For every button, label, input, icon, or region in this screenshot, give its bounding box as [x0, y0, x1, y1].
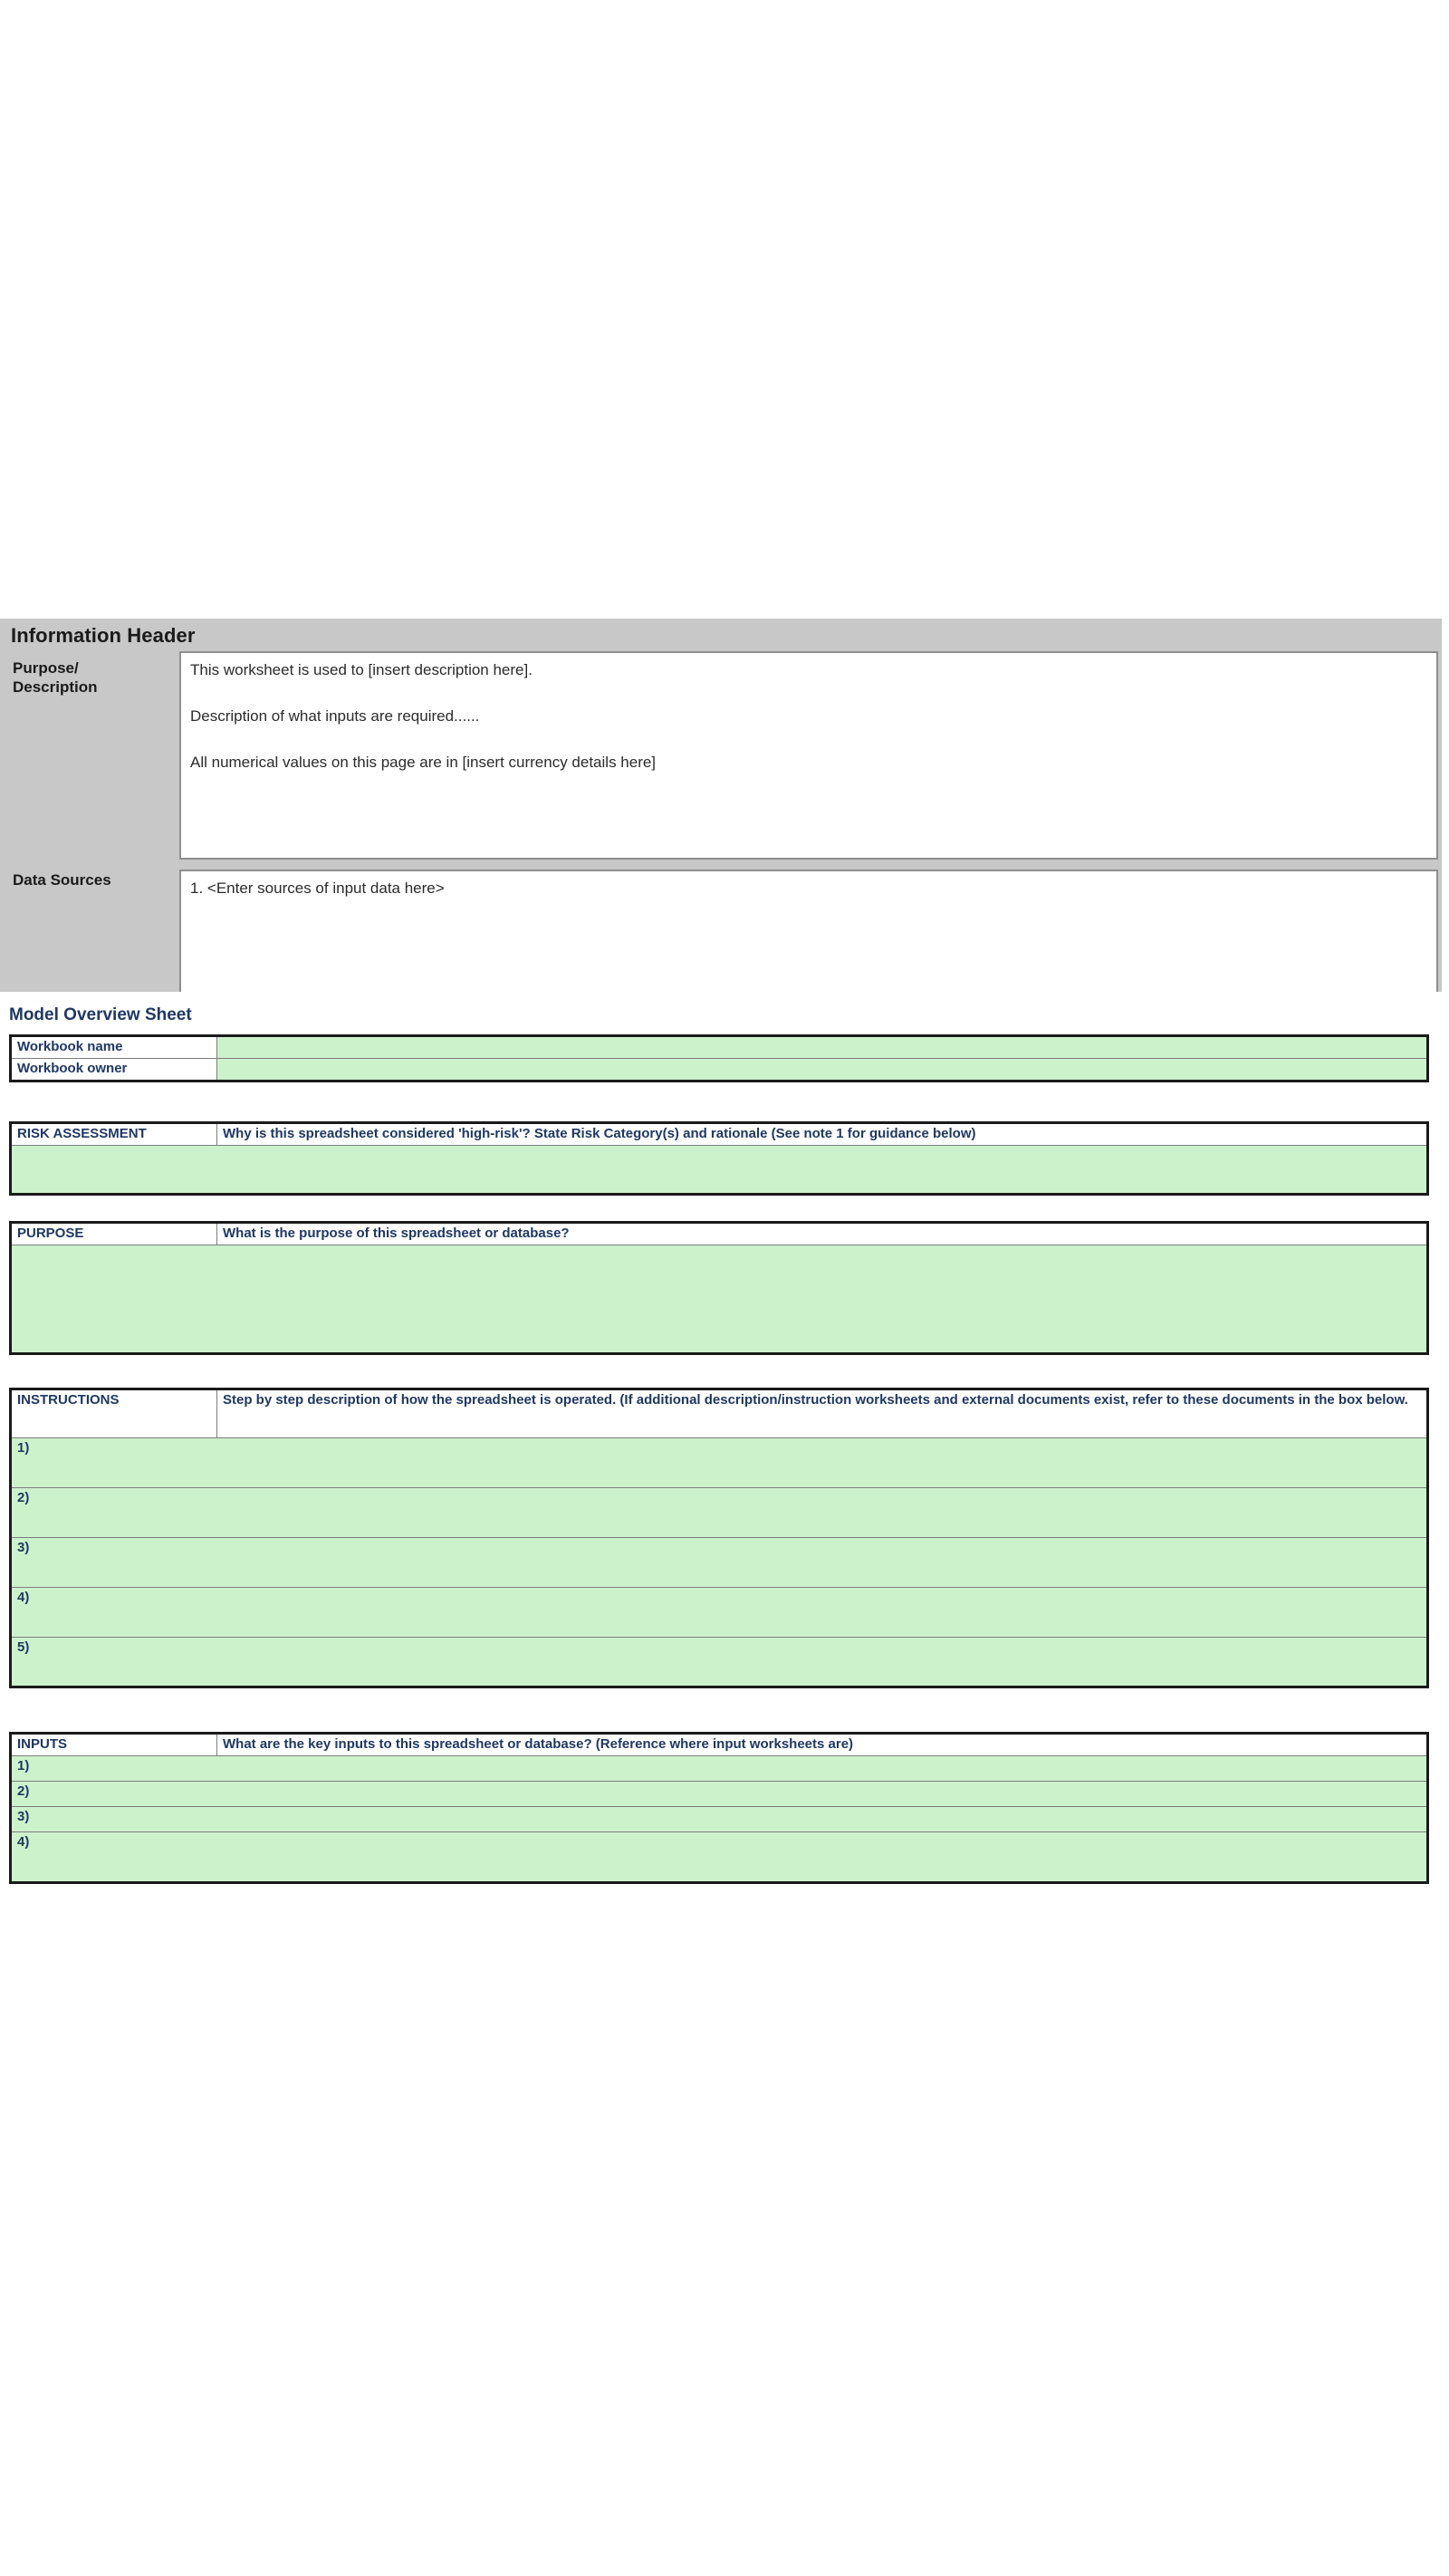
- data-sources-label: Data Sources: [13, 871, 111, 889]
- table-row: [11, 1538, 1428, 1588]
- data-sources-line-1: 1. <Enter sources of input data here>: [190, 879, 445, 897]
- risk-assessment-table: [9, 1121, 1429, 1196]
- input-item-1[interactable]: 1): [11, 1755, 1428, 1781]
- table-row: [11, 1806, 1428, 1831]
- instructions-label: INSTRUCTIONS: [11, 1389, 217, 1438]
- input-item-3[interactable]: 3): [11, 1806, 1428, 1831]
- purpose-line-2: Description of what inputs are required......: [190, 706, 480, 725]
- purpose-line-3: All numerical values on this page are in [insert currency details here]: [190, 753, 657, 771]
- table-row: [11, 1638, 1428, 1687]
- inputs-prompt: What are the key inputs to this spreadsheet or database? (Reference where input worksheets are): [217, 1734, 1428, 1756]
- table-row: [11, 1058, 1428, 1081]
- instruction-item-3[interactable]: 3): [11, 1538, 1428, 1588]
- workbook-name-label: Workbook name: [11, 1036, 217, 1059]
- input-item-2[interactable]: 2): [11, 1781, 1428, 1806]
- purpose-label: PURPOSE: [11, 1223, 217, 1245]
- purpose-description-label-line1: Purpose/: [13, 659, 79, 677]
- table-row: [11, 1781, 1428, 1806]
- risk-assessment-input[interactable]: [11, 1145, 1428, 1194]
- information-header-panel: [0, 619, 1442, 992]
- information-header-title: Information Header: [11, 624, 196, 647]
- table-row: [11, 1831, 1428, 1882]
- table-row: [11, 1036, 1428, 1059]
- model-overview-sheet-title: Model Overview Sheet: [9, 1005, 192, 1024]
- instructions-prompt: Step by step description of how the spreadsheet is operated. (If additional description/instruction worksheets and external documents exist, refer to these documents in the box below.: [217, 1389, 1428, 1438]
- purpose-table: [9, 1221, 1429, 1355]
- workbook-owner-label: Workbook owner: [11, 1058, 217, 1081]
- table-row: [11, 1438, 1428, 1488]
- workbook-name-input[interactable]: [217, 1036, 1428, 1059]
- purpose-description-label-line2: Description: [13, 678, 98, 697]
- data-sources-textbox[interactable]: [179, 870, 1438, 992]
- purpose-prompt: What is the purpose of this spreadsheet or database?: [217, 1223, 1428, 1245]
- table-row: [11, 1755, 1428, 1781]
- inputs-label: INPUTS: [11, 1734, 217, 1756]
- purpose-line-1: This worksheet is used to [insert description here].: [190, 661, 533, 678]
- instruction-item-5[interactable]: 5): [11, 1638, 1428, 1687]
- instruction-item-1[interactable]: 1): [11, 1438, 1428, 1488]
- purpose-input[interactable]: [11, 1245, 1428, 1353]
- purpose-description-label: [13, 658, 167, 697]
- table-row: [11, 1223, 1428, 1245]
- inputs-table: [9, 1732, 1429, 1884]
- instruction-item-2[interactable]: 2): [11, 1488, 1428, 1538]
- table-row: [11, 1389, 1428, 1438]
- table-row: [11, 1123, 1428, 1146]
- workbook-info-table: [9, 1034, 1429, 1082]
- table-row: [11, 1145, 1428, 1194]
- workbook-owner-input[interactable]: [217, 1058, 1428, 1081]
- input-item-4[interactable]: 4): [11, 1831, 1428, 1882]
- table-row: [11, 1734, 1428, 1756]
- table-row: [11, 1245, 1428, 1353]
- table-row: [11, 1588, 1428, 1638]
- table-row: [11, 1488, 1428, 1538]
- risk-assessment-prompt: Why is this spreadsheet considered 'high-risk'? State Risk Category(s) and rationale (See note 1 for guidance below): [217, 1123, 1428, 1146]
- instruction-item-4[interactable]: 4): [11, 1588, 1428, 1638]
- risk-assessment-label: RISK ASSESSMENT: [11, 1123, 217, 1146]
- instructions-table: [9, 1388, 1429, 1688]
- purpose-description-textbox[interactable]: [179, 651, 1438, 860]
